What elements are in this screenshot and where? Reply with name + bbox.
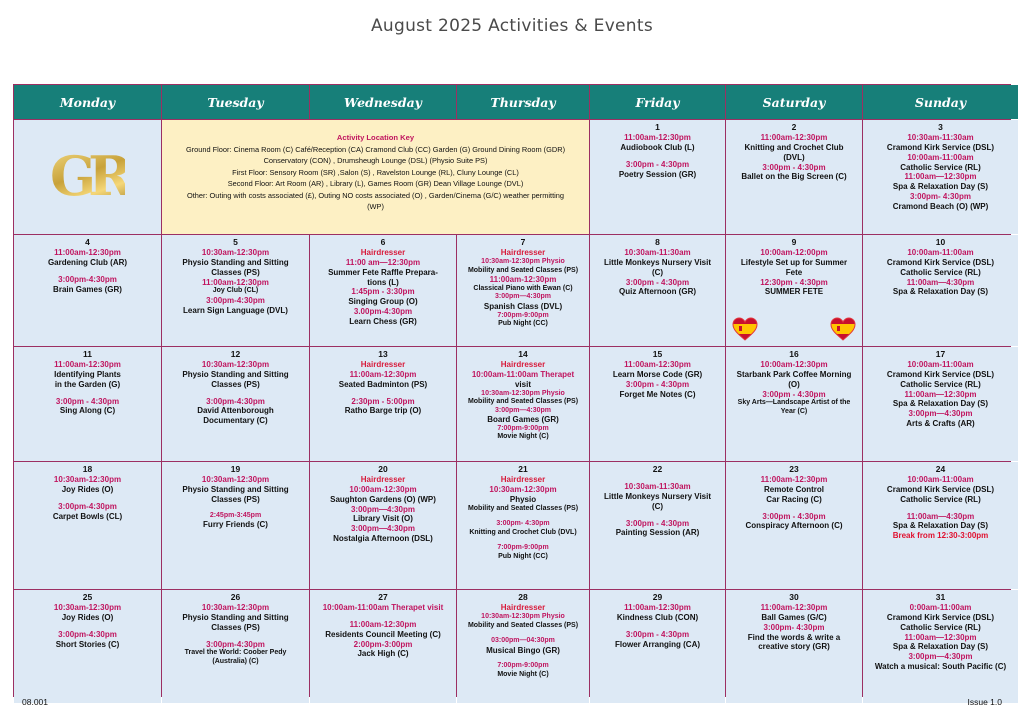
page-title: August 2025 Activities & Events bbox=[370, 16, 654, 36]
location-key-line: (WP) bbox=[367, 202, 384, 212]
event-time: 10:00am-12:30pm bbox=[349, 485, 417, 495]
event-title: Joy Club (CL) bbox=[212, 287, 259, 295]
event-title: (DVL) bbox=[783, 152, 805, 162]
day-cell-7 bbox=[457, 235, 589, 346]
day-cell-19 bbox=[162, 462, 309, 589]
event-time: 10:00am-11:00am bbox=[907, 360, 974, 370]
day-cell-17 bbox=[863, 347, 1018, 461]
event-time: 2:30pm - 5:00pm bbox=[351, 396, 415, 406]
event-title: Flower Arranging (CA) bbox=[614, 639, 701, 649]
hairdresser-label: Hairdresser bbox=[500, 248, 546, 258]
day-number: 27 bbox=[378, 592, 388, 602]
event-time: 11:00am—12:30pm bbox=[904, 389, 977, 399]
event-time: 11:00am-12:30pm bbox=[349, 620, 417, 630]
event-title: visit bbox=[514, 379, 531, 389]
calendar-grid bbox=[13, 84, 1011, 697]
event-title: Painting Session (AR) bbox=[615, 528, 700, 538]
day-cell-25 bbox=[14, 590, 161, 703]
event-title: Knitting and Crochet Club (DVL) bbox=[469, 528, 577, 536]
event-time: 1:45pm - 3:30pm bbox=[351, 287, 415, 297]
event-time: 3:00pm-4:30pm bbox=[206, 639, 265, 649]
event-time: 11:00am-12:30pm bbox=[624, 360, 691, 370]
hairdresser-label: Hairdresser bbox=[360, 248, 406, 258]
event-time: 12:30pm - 4:30pm bbox=[760, 277, 828, 287]
day-cell-9 bbox=[726, 235, 862, 346]
event-title: SUMMER FETE bbox=[764, 287, 824, 297]
event-title: Identifying Plants bbox=[54, 370, 121, 380]
day-number: 25 bbox=[82, 592, 93, 602]
day-cell-6 bbox=[310, 235, 456, 346]
day-cell-18 bbox=[14, 462, 161, 589]
day-header-wednesday: Wednesday bbox=[310, 85, 456, 119]
day-cell-15 bbox=[590, 347, 725, 461]
day-cell-11 bbox=[14, 347, 161, 461]
event-time: 3:00pm-4:30pm bbox=[58, 501, 117, 511]
event-title: Poetry Session (GR) bbox=[618, 169, 697, 179]
day-number: 19 bbox=[230, 464, 241, 474]
event-time: 3:00pm—4:30pm bbox=[350, 524, 416, 534]
event-time: 10:30am-12:30pm Physio bbox=[481, 389, 565, 397]
event-title: Physio Standing and Sitting bbox=[182, 613, 289, 623]
spanish-flag-heart-icon bbox=[732, 317, 758, 341]
event-title: Ratho Barge trip (O) bbox=[344, 406, 422, 416]
event-title: Classes (PS) bbox=[211, 494, 260, 504]
event-title: Seated Badminton (PS) bbox=[338, 379, 428, 389]
day-number: 31 bbox=[935, 592, 946, 602]
day-cell-1 bbox=[590, 120, 725, 234]
event-time: 3:00pm—4:30pm bbox=[494, 406, 552, 414]
day-number: 18 bbox=[82, 464, 93, 474]
day-number: 29 bbox=[652, 592, 663, 602]
event-title: Brain Games (GR) bbox=[53, 284, 122, 294]
location-key-line: Conservatory (CON) , Drumsheugh Lounge (DSL) (Physio Suite PS) bbox=[263, 156, 488, 166]
hairdresser-label: Hairdresser bbox=[500, 360, 546, 370]
day-cell-20 bbox=[310, 462, 456, 589]
location-key-line: Other: Outing with costs associated (£), Outing NO costs associated (O) , Garden/Cinema (G/C) weather permitting bbox=[186, 190, 565, 200]
day-number: 3 bbox=[938, 122, 943, 132]
event-time: 3:00pm—4:30pm bbox=[908, 409, 973, 419]
spacer bbox=[729, 505, 859, 512]
day-number: 8 bbox=[655, 237, 660, 247]
spacer bbox=[165, 633, 306, 640]
event-title: Ball Games (G/C) bbox=[761, 613, 827, 623]
day-cell-28 bbox=[457, 590, 589, 703]
day-header-tuesday: Tuesday bbox=[162, 85, 309, 119]
event-title: Car Racing (C) bbox=[766, 494, 822, 504]
event-title: tions (L) bbox=[367, 277, 399, 287]
event-title: Mobility and Seated Classes (PS) bbox=[467, 504, 579, 512]
event-time: 10:30am-12:30pm Physio bbox=[481, 613, 565, 621]
event-time: 11:00am-12:30pm bbox=[624, 133, 691, 143]
event-time: 3:00pm—4:30pm bbox=[494, 293, 552, 301]
event-time: 7:00pm-9:00pm bbox=[497, 662, 549, 670]
event-title: Conspiracy Afternoon (C) bbox=[745, 521, 843, 531]
event-title: Sing Along (C) bbox=[59, 406, 116, 416]
day-cell-21 bbox=[457, 462, 589, 589]
event-title: Ballet on the Big Screen (C) bbox=[741, 172, 847, 182]
location-key-title: Activity Location Key bbox=[336, 133, 415, 142]
event-title: Arts & Crafts (AR) bbox=[906, 418, 975, 428]
event-title: Carpet Bowls (CL) bbox=[52, 511, 123, 521]
event-time: 0:00am-11:00am bbox=[909, 603, 972, 613]
event-time: 7:00pm-9:00pm bbox=[497, 544, 549, 552]
event-time: 10:30am-11:30am bbox=[624, 248, 691, 258]
day-cell-12 bbox=[162, 347, 309, 461]
day-cell-26 bbox=[162, 590, 309, 703]
day-cell-3 bbox=[863, 120, 1018, 234]
footer-code: 08.001 bbox=[22, 697, 48, 707]
day-number: 12 bbox=[230, 349, 241, 359]
day-number: 20 bbox=[378, 464, 388, 474]
event-title: Summer Fete Raffle Prepara- bbox=[328, 267, 438, 277]
event-time: 3:00pm - 4:30pm bbox=[625, 277, 690, 287]
event-time: 11:00am—12:30pm bbox=[904, 172, 977, 182]
day-cell-31 bbox=[863, 590, 1018, 703]
event-title: Pub Night (CC) bbox=[498, 320, 548, 328]
spacer bbox=[593, 512, 722, 519]
event-title: Mobility and Seated Classes (PS) bbox=[467, 266, 579, 274]
event-time: 3:00pm—4:30pm bbox=[350, 504, 416, 514]
event-title: Catholic Service (RL) bbox=[900, 267, 981, 277]
event-title: Board Games (GR) bbox=[487, 415, 559, 425]
event-title: Short Stories (C) bbox=[55, 639, 120, 649]
event-title: Jack High (C) bbox=[357, 649, 409, 659]
event-time: 10:30am-12:30pm Physio bbox=[481, 258, 565, 266]
event-title: (C) bbox=[651, 501, 664, 511]
event-time: 10:30am-12:30pm bbox=[201, 603, 270, 613]
event-title: Little Monkeys Nursery Visit bbox=[604, 258, 711, 268]
spacer bbox=[313, 390, 453, 397]
event-title: Spa & Relaxation Day (S) bbox=[892, 399, 989, 409]
day-cell-16 bbox=[726, 347, 862, 461]
event-time: 2:00pm-3:00pm bbox=[353, 639, 413, 649]
event-time: 10:00am-12:30pm bbox=[760, 360, 828, 370]
day-number: 15 bbox=[652, 349, 663, 359]
event-time: 3:00pm - 4:30pm bbox=[762, 511, 826, 521]
spacer bbox=[17, 390, 158, 397]
event-title: Nostalgia Afternoon (DSL) bbox=[333, 533, 433, 543]
event-title: Cramond Beach (O) (WP) bbox=[892, 201, 989, 211]
event-time: 11:00am-12:30pm bbox=[54, 360, 121, 370]
event-time: 3:00pm - 4:30pm bbox=[625, 518, 690, 528]
day-number: 30 bbox=[789, 592, 799, 602]
event-title: Spa & Relaxation Day (S) bbox=[892, 182, 989, 192]
event-time: 11:00am-12:30pm bbox=[760, 603, 828, 613]
event-time: 10:00am-11:00am bbox=[907, 475, 974, 485]
event-time: 3:00pm- 4:30pm bbox=[910, 191, 971, 201]
event-time: 10:00am-11:00am Therapet visit bbox=[322, 603, 444, 613]
spacer bbox=[17, 495, 158, 502]
event-title: Year (C) bbox=[780, 407, 808, 415]
event-title: Little Monkeys Nursery Visit bbox=[604, 492, 711, 502]
event-title: Learn Sign Language (DVL) bbox=[183, 305, 288, 315]
event-time: 3:00pm- 4:30pm bbox=[763, 622, 825, 632]
day-number: 7 bbox=[520, 237, 526, 247]
day-number: 10 bbox=[935, 237, 946, 247]
location-key-line: Second Floor: Art Room (AR) , Library (L), Games Room (GR) Dean Village Lounge (DVL) bbox=[227, 179, 524, 189]
day-number: 1 bbox=[655, 122, 660, 132]
event-time: 3:00pm-4:30pm bbox=[58, 629, 117, 639]
spacer bbox=[165, 505, 306, 512]
day-cell-4 bbox=[14, 235, 161, 346]
hairdresser-label: Hairdresser bbox=[360, 360, 406, 370]
day-number: 14 bbox=[518, 349, 528, 359]
event-time: 3:00pm - 4:30pm bbox=[625, 159, 690, 169]
day-cell-30 bbox=[726, 590, 862, 703]
hairdresser-label: Hairdresser bbox=[500, 475, 546, 485]
event-title: Cramond Kirk Service (DSL) bbox=[886, 370, 995, 380]
event-time: 10:30am-12:30pm bbox=[489, 485, 557, 495]
event-time: 10:00am-11:00am bbox=[907, 248, 974, 258]
day-number: 2 bbox=[791, 122, 797, 132]
event-time: 11:00am-12:30pm bbox=[202, 277, 269, 287]
spacer bbox=[460, 655, 586, 662]
spacer bbox=[460, 630, 586, 637]
day-header-monday: Monday bbox=[14, 85, 161, 119]
event-time: 3:00pm-4:30pm bbox=[206, 295, 265, 305]
day-cell-22 bbox=[590, 462, 725, 589]
event-title: Classes (PS) bbox=[211, 267, 260, 277]
event-title: in the Garden (G) bbox=[54, 379, 121, 389]
event-title: Joy Rides (O) bbox=[61, 613, 114, 623]
event-title: Cramond Kirk Service (DSL) bbox=[886, 143, 995, 153]
spacer bbox=[593, 475, 722, 482]
event-title: Spa & Relaxation Day (S) bbox=[892, 642, 989, 652]
event-title: Mobility and Seated Classes (PS) bbox=[467, 621, 579, 629]
event-title: Spa & Relaxation Day (S) bbox=[892, 521, 989, 531]
event-title: Learn Morse Code (GR) bbox=[612, 370, 703, 380]
event-title: Physio bbox=[509, 494, 537, 504]
event-time: 11:00am-12:30pm bbox=[760, 475, 828, 485]
event-title: Library Visit (O) bbox=[353, 514, 413, 524]
day-number: 26 bbox=[230, 592, 241, 602]
day-number: 9 bbox=[791, 237, 797, 247]
event-title: Cramond Kirk Service (DSL) bbox=[886, 613, 995, 623]
event-time: 7:00pm-9:00pm bbox=[497, 311, 549, 319]
event-time: 11:00am-12:30pm bbox=[760, 133, 828, 143]
event-title: Remote Control bbox=[764, 485, 824, 495]
event-time: 10:30am-12:30pm bbox=[53, 475, 122, 485]
event-title: Starbank Park Coffee Morning bbox=[736, 370, 852, 380]
event-time: 11:00am-12:30pm bbox=[349, 370, 417, 380]
spacer bbox=[460, 537, 586, 544]
event-title: Catholic Service (RL) bbox=[900, 494, 981, 504]
event-time: 11:00 am—12:30pm bbox=[345, 258, 421, 268]
event-time: 10:30am-12:30pm bbox=[201, 475, 270, 485]
event-time: 3:00pm - 4:30pm bbox=[762, 162, 826, 172]
spanish-flag-heart-icon bbox=[830, 317, 856, 341]
spacer bbox=[866, 505, 1015, 512]
logo-cell bbox=[14, 120, 161, 234]
hairdresser-label: Hairdresser bbox=[360, 475, 406, 485]
event-time: 11:00am—4:30pm bbox=[906, 277, 975, 287]
hairdresser-label: Hairdresser bbox=[500, 603, 546, 613]
event-time: 3:00pm—4:30pm bbox=[908, 652, 973, 662]
event-time: 10:00am-11:00am bbox=[907, 152, 974, 162]
event-title: Movie Night (C) bbox=[497, 670, 549, 678]
event-title: Documentary (C) bbox=[203, 416, 268, 426]
event-title: Musical Bingo (GR) bbox=[486, 645, 560, 655]
spacer bbox=[460, 513, 586, 520]
location-key-line: Ground Floor: Cinema Room (C) Café/Reception (CA) Cramond Club (CC) Garden (G) Ground Dining Room (GDR) bbox=[185, 144, 566, 154]
event-title: Classes (PS) bbox=[211, 379, 260, 389]
event-title: Gardening Club (AR) bbox=[47, 258, 128, 268]
day-cell-10 bbox=[863, 235, 1018, 346]
event-time: 11:00am-12:30pm bbox=[624, 603, 691, 613]
event-title: (C) bbox=[651, 267, 664, 277]
spacer bbox=[313, 613, 453, 620]
day-cell-29 bbox=[590, 590, 725, 703]
event-title: Classical Piano with Ewan (C) bbox=[473, 284, 573, 292]
event-title: Mobility and Seated Classes (PS) bbox=[467, 398, 579, 406]
event-title: Lifestyle Set up for Summer bbox=[740, 258, 848, 268]
event-time: 10:30am-11:30am bbox=[907, 133, 974, 143]
day-number: 21 bbox=[518, 464, 528, 474]
day-number: 16 bbox=[789, 349, 799, 359]
day-cell-14 bbox=[457, 347, 589, 461]
event-time: 7:00pm-9:00pm bbox=[497, 424, 549, 432]
event-time: 11:00am-12:30pm bbox=[54, 248, 121, 258]
event-title: Joy Rides (O) bbox=[61, 485, 114, 495]
spacer bbox=[17, 268, 158, 275]
day-cell-23 bbox=[726, 462, 862, 589]
event-title: Spanish Class (DVL) bbox=[483, 301, 563, 311]
event-title: Furry Friends (C) bbox=[203, 520, 268, 530]
day-number: 6 bbox=[380, 237, 386, 247]
event-title: Forget Me Notes (C) bbox=[619, 389, 696, 399]
day-cell-8 bbox=[590, 235, 725, 346]
event-time: 10:00am-11:00am Therapet bbox=[471, 370, 575, 380]
event-title: Residents Council Meeting (C) bbox=[325, 629, 441, 639]
day-cell-27 bbox=[310, 590, 456, 703]
event-title: Physio Standing and Sitting bbox=[182, 485, 289, 495]
event-title: Learn Chess (GR) bbox=[349, 316, 417, 326]
day-cell-5 bbox=[162, 235, 309, 346]
day-number: 23 bbox=[789, 464, 799, 474]
event-time: 11:00am—12:30pm bbox=[904, 632, 977, 642]
day-number: 24 bbox=[935, 464, 946, 474]
event-title: Classes (PS) bbox=[211, 622, 260, 632]
event-time: 10:30am-12:30pm bbox=[53, 603, 122, 613]
day-number: 28 bbox=[518, 592, 528, 602]
day-cell-13 bbox=[310, 347, 456, 461]
event-title: Fete bbox=[785, 267, 803, 277]
spacer bbox=[17, 623, 158, 630]
event-title: Pub Night (CC) bbox=[498, 552, 548, 560]
event-time: 3:00pm - 4:30pm bbox=[762, 389, 826, 399]
event-title: David Attenborough bbox=[197, 406, 274, 416]
event-title: Cramond Kirk Service (DSL) bbox=[886, 258, 995, 268]
event-title: Movie Night (C) bbox=[497, 433, 549, 441]
event-time: 10:00am-12:00pm bbox=[760, 248, 828, 258]
day-number: 17 bbox=[935, 349, 946, 359]
event-time: 3.00pm-4:30pm bbox=[353, 306, 413, 316]
day-cell-24 bbox=[863, 462, 1018, 589]
event-title: Catholic Service (RL) bbox=[900, 379, 981, 389]
event-title: creative story (GR) bbox=[758, 642, 830, 652]
event-time: 3:00pm- 4:30pm bbox=[496, 520, 550, 528]
event-time: 3:00pm-4:30pm bbox=[58, 274, 117, 284]
event-time: 2:45pm-3:45pm bbox=[209, 511, 262, 519]
footer-issue: Issue 1.0 bbox=[967, 697, 1002, 707]
spacer bbox=[593, 623, 722, 630]
day-number: 11 bbox=[83, 349, 92, 359]
event-time: 03:00pm—04:30pm bbox=[491, 637, 555, 645]
location-key-line: First Floor: Sensory Room (SR) ,Salon (S) , Ravelston Lounge (RL), Cluny Lounge (CL) bbox=[232, 167, 519, 177]
day-header-sunday: Sunday bbox=[863, 85, 1018, 119]
event-title: Physio Standing and Sitting bbox=[182, 258, 289, 268]
day-header-saturday: Saturday bbox=[726, 85, 862, 119]
event-title: Quiz Afternoon (GR) bbox=[618, 287, 697, 297]
event-title: (Australia) (C) bbox=[212, 657, 259, 665]
event-note: Break from 12:30-3:00pm bbox=[892, 531, 989, 541]
event-title: (O) bbox=[788, 379, 800, 389]
event-title: Singing Group (O) bbox=[348, 297, 418, 307]
day-header-friday: Friday bbox=[590, 85, 725, 119]
event-title: Catholic Service (RL) bbox=[900, 162, 981, 172]
event-time: 3:00pm-4:30pm bbox=[206, 396, 265, 406]
event-time: 10:30am-11:30am bbox=[624, 482, 691, 492]
event-title: Kindness Club (CON) bbox=[616, 613, 699, 623]
day-number: 4 bbox=[85, 237, 90, 247]
day-header-thursday: Thursday bbox=[457, 85, 589, 119]
event-time: 3:00pm - 4:30pm bbox=[625, 629, 690, 639]
spacer bbox=[165, 390, 306, 397]
event-time: 3:00pm - 4:30pm bbox=[55, 396, 120, 406]
event-title: Cramond Kirk Service (DSL) bbox=[886, 485, 995, 495]
spacer bbox=[593, 153, 722, 160]
event-title: Physio Standing and Sitting bbox=[182, 370, 289, 380]
event-title: Travel the World: Coober Pedy bbox=[184, 649, 287, 657]
event-title: Catholic Service (RL) bbox=[900, 622, 981, 632]
event-title: Saughton Gardens (O) (WP) bbox=[330, 494, 436, 504]
day-number: 5 bbox=[233, 237, 238, 247]
event-title: Watch a musical: South Pacific (C) bbox=[874, 661, 1007, 671]
day-number: 13 bbox=[378, 349, 388, 359]
day-cell-2 bbox=[726, 120, 862, 234]
event-time: 11:00am-12:30pm bbox=[489, 275, 557, 285]
event-time: 3:00pm - 4:30pm bbox=[625, 379, 690, 389]
event-time: 11:00am—4:30pm bbox=[906, 511, 975, 521]
event-title: Audiobook Club (L) bbox=[620, 143, 695, 153]
day-number: 22 bbox=[652, 464, 663, 474]
event-title: Sky Arts—Landscape Artist of the bbox=[737, 399, 851, 407]
logo: GR bbox=[50, 144, 125, 209]
event-title: Find the words & write a bbox=[747, 632, 841, 642]
event-time: 10:30am-12:30pm bbox=[201, 360, 270, 370]
location-key bbox=[162, 120, 589, 234]
event-title: Knitting and Crochet Club bbox=[744, 143, 844, 153]
event-time: 10:30am-12:30pm bbox=[201, 248, 270, 258]
event-title: Spa & Relaxation Day (S) bbox=[892, 287, 989, 297]
